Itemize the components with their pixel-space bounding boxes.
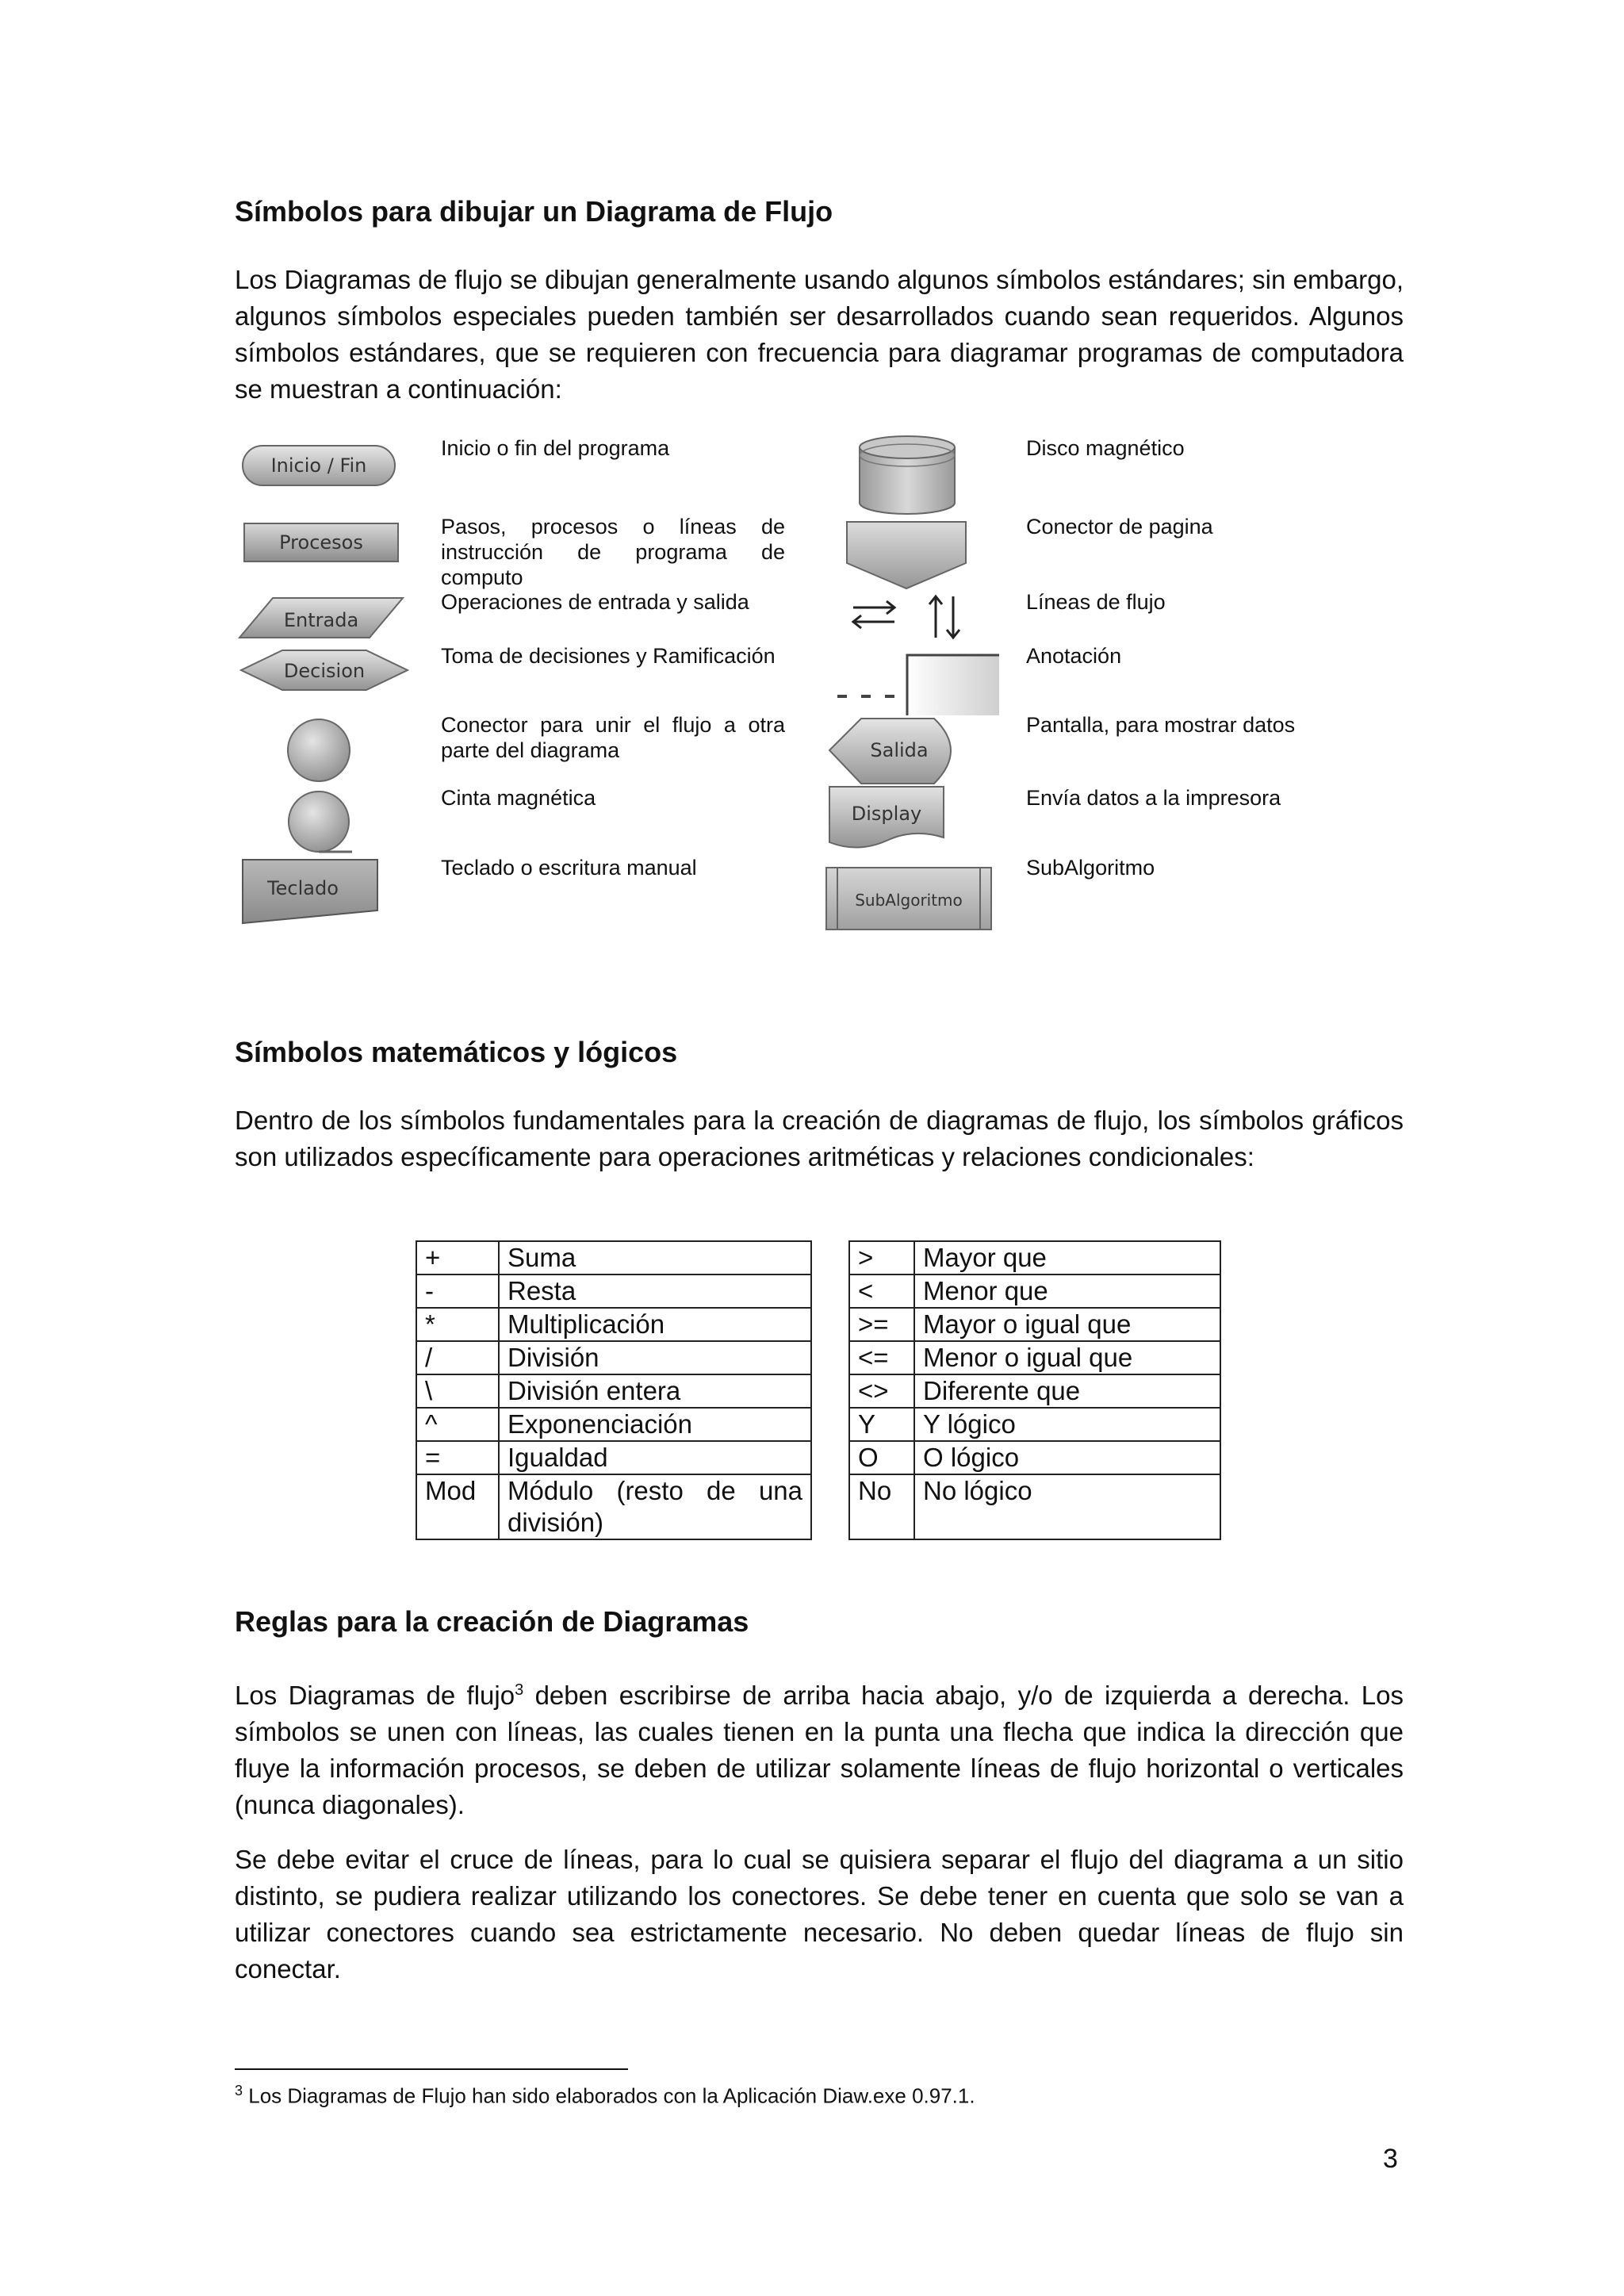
symbol-label-magnetic-tape: Cinta magnética: [441, 786, 596, 810]
meaning-cell: Resta: [499, 1274, 811, 1308]
operator-cell: No: [849, 1474, 914, 1539]
intro-paragraph: Los Diagramas de flujo se dibujan generalmente usando algunos símbolos estándares; sin embargo, algunos símbolos especiales pueden también ser desarrollados cuando sean requeridos. Algunos símbolos estándares, que se requieren con frecuencia para diagramar programas de computadora se muestran a continuación:: [235, 265, 1404, 404]
symbol-label-decision: Toma de decisiones y Ramificación: [441, 644, 776, 668]
display-output-icon: [828, 715, 971, 787]
rules-paragraph-1: [235, 1672, 1404, 1823]
magnetic-tape-icon: [285, 788, 357, 860]
symbol-label-disk: Disco magnético: [1026, 436, 1185, 460]
meaning-cell: Suma: [499, 1241, 811, 1274]
operator-cell: <=: [849, 1341, 914, 1374]
operator-cell: <: [849, 1274, 914, 1308]
operator-cell: ^: [416, 1408, 499, 1441]
meaning-cell: Multiplicación: [499, 1308, 811, 1341]
printer-document-label: Display: [851, 803, 922, 825]
math-logic-paragraph: Dentro de los símbolos fundamentales para la creación de diagramas de flujo, los símbolos gráficos son utilizados específicamente para operaciones aritméticas y relaciones condicionales:: [235, 1106, 1404, 1171]
table-row: [849, 1474, 1220, 1539]
footnote-text: Los Diagramas de Flujo han sido elaborados con la Aplicación Diaw.exe 0.97.1.: [243, 2083, 975, 2108]
symbol-label-connector: Conector para unir el flujo a otra parte del diagrama: [441, 713, 785, 762]
page-connector-icon: [845, 520, 967, 592]
section-title-math-logic: Símbolos matemáticos y lógicos: [235, 1036, 678, 1068]
footnote-divider: [235, 2068, 628, 2070]
table-row: [849, 1408, 1220, 1441]
operator-cell: O: [849, 1441, 914, 1474]
rules-paragraph-1-start: Los Diagramas de flujo: [235, 1681, 515, 1710]
meaning-cell: Exponenciación: [499, 1408, 811, 1441]
operator-cell: >=: [849, 1308, 914, 1341]
meaning-cell: Y lógico: [914, 1408, 1220, 1441]
meaning-cell: Mayor o igual que: [914, 1308, 1220, 1341]
footnote: [235, 2083, 975, 2109]
operator-cell: <>: [849, 1374, 914, 1408]
terminal-shape-icon: [241, 444, 396, 489]
decision-shape-label: Decision: [283, 660, 366, 682]
symbol-label-keyboard: Teclado o escritura manual: [441, 856, 697, 880]
symbol-label-annotation: Anotación: [1026, 644, 1122, 668]
math-operators-table: [416, 1240, 812, 1540]
operator-cell: *: [416, 1308, 499, 1341]
footnote-reference: 3: [515, 1681, 524, 1699]
subalgorithm-icon: [825, 866, 994, 931]
operator-cell: \: [416, 1374, 499, 1408]
symbol-label-flow-lines: Líneas de flujo: [1026, 590, 1166, 614]
keyboard-manual-input-icon: [241, 858, 381, 926]
table-row: [416, 1374, 811, 1408]
table-row: [416, 1408, 811, 1441]
table-row: [416, 1474, 811, 1539]
rules-paragraph-1-rest: deben escribirse de arriba hacia abajo, y/o de izquierda a derecha. Los símbolos se unen con líneas, las cuales tienen en la punta una flecha que indica la dirección que fluye la información procesos, se deben de utilizar solamente líneas de flujo horizontal o verticales (nunca diagonales).: [235, 1681, 1404, 1819]
operator-cell: Mod: [416, 1474, 499, 1539]
meaning-cell: Menor que: [914, 1274, 1220, 1308]
magnetic-disk-icon: [858, 435, 956, 517]
table-row: [416, 1274, 811, 1308]
connector-circle-icon: [285, 717, 354, 785]
decision-shape-icon: [239, 649, 409, 692]
meaning-cell: Diferente que: [914, 1374, 1220, 1408]
meaning-cell: Módulo (resto de una división): [499, 1474, 811, 1539]
meaning-cell: División entera: [499, 1374, 811, 1408]
table-row: [849, 1441, 1220, 1474]
operator-cell: +: [416, 1241, 499, 1274]
symbol-label-printer: Envía datos a la impresora: [1026, 786, 1281, 810]
input-output-shape-icon: [238, 596, 404, 641]
flow-lines-arrows-icon: [845, 592, 972, 642]
meaning-cell: División: [499, 1341, 811, 1374]
process-shape-icon: [243, 522, 400, 565]
table-row: [849, 1341, 1220, 1374]
operator-cell: >: [849, 1241, 914, 1274]
table-row: [849, 1274, 1220, 1308]
meaning-cell: Menor o igual que: [914, 1341, 1220, 1374]
meaning-cell: Mayor que: [914, 1241, 1220, 1274]
terminal-shape-label: Inicio / Fin: [270, 454, 367, 477]
symbol-label-page-connector: Conector de pagina: [1026, 515, 1213, 539]
symbol-label-subalgorithm: SubAlgoritmo: [1026, 856, 1155, 880]
input-output-shape-label: Entrada: [283, 609, 359, 631]
operator-cell: =: [416, 1441, 499, 1474]
meaning-cell: O lógico: [914, 1441, 1220, 1474]
operator-cell: -: [416, 1274, 499, 1308]
meaning-cell: No lógico: [914, 1474, 1220, 1539]
table-row: [849, 1241, 1220, 1274]
table-row: [416, 1441, 811, 1474]
symbol-label-terminal: Inicio o fin del programa: [441, 436, 670, 460]
section-title-symbols: Símbolos para dibujar un Diagrama de Flujo: [235, 195, 833, 228]
keyboard-shape-label: Teclado: [267, 877, 339, 899]
footnote-number: 3: [235, 2083, 243, 2099]
subalgorithm-shape-label: SubAlgoritmo: [855, 891, 963, 910]
table-row: [416, 1241, 811, 1274]
display-output-label: Salida: [870, 739, 929, 761]
symbol-label-process: Pasos, procesos o líneas de instrucción de programa de computo: [441, 515, 785, 589]
table-row: [849, 1374, 1220, 1408]
symbol-label-input-output: Operaciones de entrada y salida: [441, 590, 749, 614]
operator-cell: Y: [849, 1408, 914, 1441]
section-title-rules: Reglas para la creación de Diagramas: [235, 1605, 749, 1638]
table-row: [849, 1308, 1220, 1341]
operator-cell: /: [416, 1341, 499, 1374]
printer-document-icon: [828, 785, 947, 855]
table-row: [416, 1341, 811, 1374]
rules-paragraph-2: Se debe evitar el cruce de líneas, para lo cual se quisiera separar el flujo del diagrama a un sitio distinto, se pudiera realizar utilizando los conectores. Se debe tener en cuenta que solo se van a utilizar conectores cuando sea estrictamente necesario. No deben quedar líneas de flujo sin conectar.: [235, 1845, 1404, 1984]
meaning-cell: Igualdad: [499, 1441, 811, 1474]
table-row: [416, 1308, 811, 1341]
symbol-label-display: Pantalla, para mostrar datos: [1026, 713, 1296, 737]
page-number: 3: [1383, 2144, 1398, 2174]
process-shape-label: Procesos: [279, 531, 363, 554]
annotation-icon: [836, 642, 1002, 717]
logic-operators-table: [848, 1240, 1221, 1540]
